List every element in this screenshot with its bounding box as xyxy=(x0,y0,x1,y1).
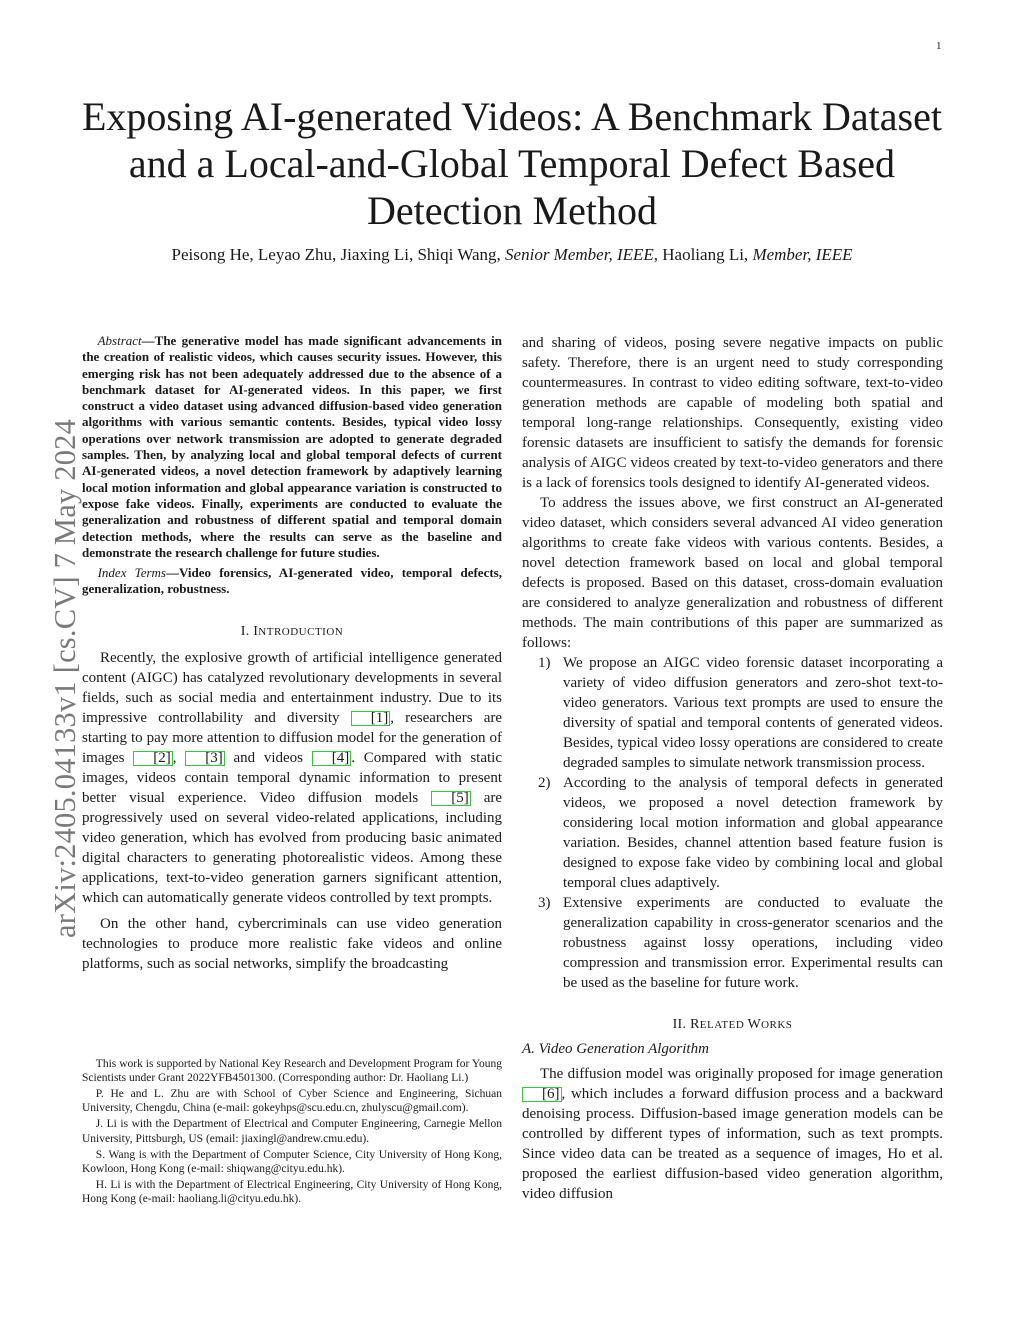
right-column xyxy=(522,333,943,1204)
intro-paragraph-1 xyxy=(82,648,502,908)
author-role-2: Member, IEEE xyxy=(752,245,853,264)
footnote: H. Li is with the Department of Electrical Engineering, City University of Hong Kong, Hong Kong (e-mail: haoliang.li@cityu.edu.hk). xyxy=(82,1178,502,1206)
list-item-number: 2) xyxy=(538,775,551,791)
citation-link[interactable]: [4] xyxy=(312,751,352,766)
intro-text: . Compared with static images, videos contain temporal dynamic information to present better visual experience. Video diffusion models xyxy=(82,749,503,806)
citation-link[interactable]: [6] xyxy=(522,1087,562,1102)
author-role-1: Senior Member, IEEE xyxy=(505,245,654,264)
footnote: S. Wang is with the Department of Computer Science, City University of Hong Kong, Kowloon, Hong Kong (e-mail: shiqwang@cityu.edu.hk). xyxy=(82,1148,502,1175)
section-numeral: II. R xyxy=(672,1017,700,1032)
related-works-paragraph-1 xyxy=(522,1064,943,1204)
abstract xyxy=(82,333,502,561)
index-terms-text: —Video forensics, AI-generated video, temporal defects, generalization, robustness. xyxy=(82,565,502,597)
list-item-number: 3) xyxy=(538,895,551,911)
list-item xyxy=(522,653,943,773)
intro-text: , xyxy=(172,749,186,766)
footnotes xyxy=(82,1057,502,1208)
related-text: The diffusion model was originally proposed for image generation xyxy=(540,1066,943,1082)
intro-text: are progressively used on several video-related applications, including video generation, which has evolved from producing basic animated digital characters to generating photorealistic videos. Among these applications, text-to-video generation garners significant attention, which can automatically generate videos controlled by text prompts. xyxy=(82,789,503,906)
author-names-2: , Haoliang Li, xyxy=(653,245,749,264)
intro-paragraph-2-continued: and sharing of videos, posing severe negative impacts on public safety. Therefore, there is an urgent need to study corresponding countermeasures. In contrast to video editing software, text-to-video generation methods are capable of modeling both spatial and temporal long-range relationships. Consequently, existing video forensic datasets are insufficient to satisfy the demands for forensic analysis of AIGC videos created by text-to-video generators and there is a lack of forensics tools designed to identify AI-generated videos. xyxy=(522,335,943,491)
section-numeral: I. I xyxy=(240,623,259,639)
page-number: 1 xyxy=(936,40,942,52)
citation-link[interactable]: [5] xyxy=(431,791,471,806)
footnote: J. Li is with the Department of Electrical and Computer Engineering, Carnegie Mellon University, Pittsburgh, US (email: jiaxingl@andrew.cmu.edu). xyxy=(82,1118,502,1145)
citation-link[interactable]: [1] xyxy=(351,711,391,726)
footnote: This work is supported by National Key Research and Development Program for Young Scientists under Grant 2022YFB4501300. (Corresponding author: Dr. Haoliang Li.) xyxy=(82,1058,502,1085)
author-line xyxy=(80,244,944,266)
section-title-rest: ELATED xyxy=(699,1019,748,1031)
index-terms-lead: Index Terms xyxy=(97,565,166,581)
list-item-number: 1) xyxy=(538,655,551,671)
list-item xyxy=(522,773,943,893)
list-item-text: Extensive experiments are conducted to evaluate the generalization capability in cross-generator scenarios and the robustness against lossy operations, including video compression and transmission error. Experimental results can be used as the baseline for future work. xyxy=(563,895,943,991)
intro-text: Recently, the explosive growth of artificial intelligence generated content (AIGC) has catalyzed revolutionary developments in several fields, such as social media and entertainment industry. Due to its impressive controllability and diversity xyxy=(82,649,502,726)
abstract-lead: Abstract xyxy=(97,333,142,348)
intro-text: and videos xyxy=(224,749,312,766)
list-item-text: We propose an AIGC video forensic dataset incorporating a variety of video diffusion generators and zero-shot text-to-video generators. Various text prompts are used to ensure the diversity of spatial and temporal contents of generated videos. Besides, typical video lossy operations are considered to create degraded samples to simulate network transmission process. xyxy=(563,655,943,771)
list-item xyxy=(522,893,943,993)
subsection-heading: A. Video Generation Algorithm xyxy=(522,1041,709,1057)
section-heading-introduction xyxy=(82,624,502,640)
list-item-text: According to the analysis of temporal defects in generated videos, we proposed a novel detection framework by considering local motion information and global appearance variation. Besides, channel attention based feature fusion is designed to expose fake video by combining local and global temporal clues adaptively. xyxy=(563,775,943,891)
index-terms xyxy=(82,565,502,598)
related-text: , which includes a forward diffusion process and a backward denoising process. Diffusion-based image generation models can be controlled by different types of information, such as text prompts. Since video data can be treated as a sequence of images, Ho et al. proposed the earliest diffusion-based video generation algorithm, video diffusion xyxy=(522,1086,943,1202)
intro-paragraph-3: To address the issues above, we first construct an AI-generated video dataset, which considers several advanced AI video generation algorithms to create fake videos with various contents. Besides, a novel detection framework based on local and global temporal defects is proposed. Based on this dataset, cross-domain evaluation are considered to analyze generalization and robustness of different methods. The main contributions of this paper are summarized as follows: xyxy=(522,495,943,651)
section-title-rest: NTRODUCTION xyxy=(258,625,344,638)
paper-title: Exposing AI-generated Videos: A Benchmark Dataset and a Local-and-Global Temporal Defect Based Detection Method xyxy=(82,94,942,233)
abstract-text: —The generative model has made significant advancements in the creation of realistic videos, which causes security issues. However, this emerging risk has not been adequately addressed due to the absence of a benchmark dataset for AI-generated videos. In this paper, we first construct a video dataset using advanced diffusion-based video generation algorithms with various semantic contents. Besides, typical video lossy operations over network transmission are adopted to generate degraded samples. Then, by analyzing local and global temporal defects of current AI-generated videos, a novel detection framework by adaptively learning local motion information and global appearance variation is constructed to expose fake videos. Finally, experiments are conducted to evaluate the generalization and robustness of different spatial and temporal domain detection methods, where the results can serve as the baseline and demonstrate the research challenge for future studies. xyxy=(82,333,502,560)
left-column xyxy=(82,333,502,974)
intro-text: , researchers are starting to pay more attention to diffusion model for the generation of images xyxy=(82,709,502,766)
author-names-1: Peisong He, Leyao Zhu, Jiaxing Li, Shiqi Wang, xyxy=(171,245,501,264)
citation-link[interactable]: [3] xyxy=(185,751,225,766)
section-heading-related-works xyxy=(522,1017,943,1033)
contribution-list xyxy=(522,653,943,993)
arxiv-stamp: arXiv:2405.04133v1 [cs.CV] 7 May 2024 xyxy=(48,418,82,938)
citation-link[interactable]: [2] xyxy=(133,751,173,766)
intro-paragraph-2: On the other hand, cybercriminals can use video generation technologies to produce more realistic fake videos and online platforms, such as social networks, simplify the broadcasting xyxy=(82,915,502,972)
section-title-initial: W xyxy=(747,1017,762,1032)
footnote: P. He and L. Zhu are with School of Cyber Science and Engineering, Sichuan University, Chengdu, China (e-mail: gokeyhps@scu.edu.cn, zhulyscu@gmail.com). xyxy=(82,1088,502,1115)
section-title-rest: ORKS xyxy=(761,1019,793,1031)
